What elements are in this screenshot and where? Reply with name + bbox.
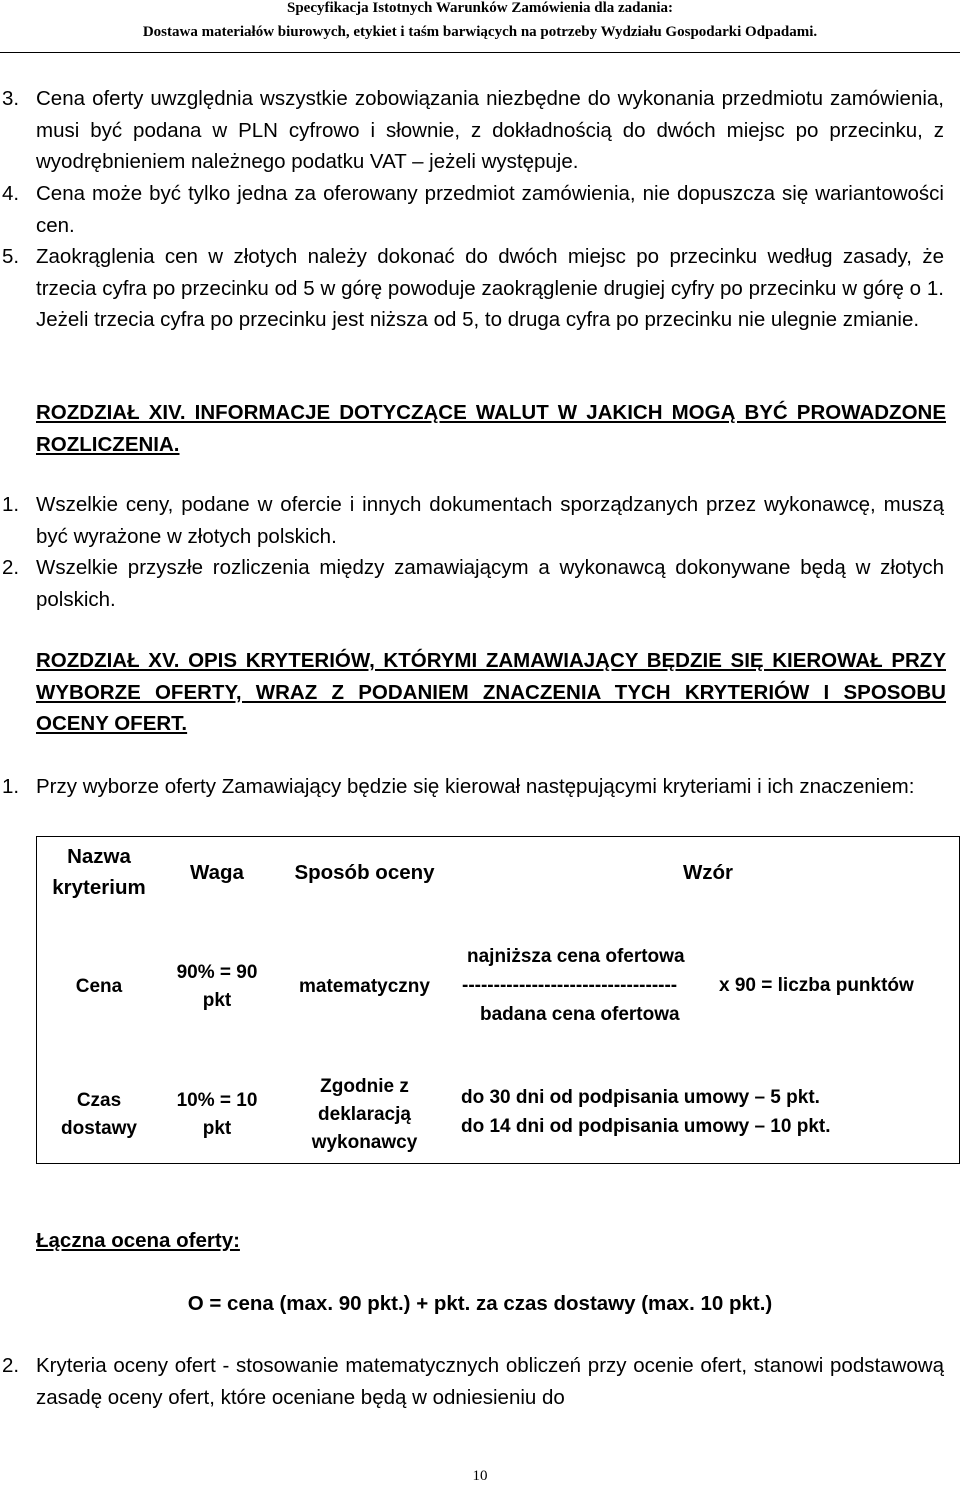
item-text: Kryteria oceny ofert - stosowanie matematycznych obliczeń przy ocenie ofert, stanowi podstawową zasadę oceny ofert, które oceniane będą w odniesieniu do	[36, 1354, 944, 1409]
item-number: 4.	[2, 182, 20, 205]
list-item	[2, 178, 944, 241]
table-header-name: Nazwa kryterium	[52, 845, 146, 899]
table-cell-name: Cena	[75, 976, 123, 997]
list-item	[2, 83, 944, 178]
item-number: 5.	[2, 245, 20, 268]
section-heading: ROZDZIAŁ XV. OPIS KRYTERIÓW, KTÓRYMI ZAMAWIAJĄCY BĘDZIE SIĘ KIEROWAŁ PRZY WYBORZE OFERTY, WRAZ Z PODANIEM ZNACZENIA TYCH KRYTERIÓW I SPOSOBU OCENY OFERT.	[36, 649, 946, 735]
document-header-subtitle: Dostawa materiałów biurowych, etykiet i taśm barwiących na potrzeby Wydziału Gospodarki Odpadami.	[142, 24, 818, 40]
item-text: Przy wyborze oferty Zamawiający będzie się kierował następującymi kryteriami i ich znaczeniem:	[36, 775, 915, 798]
item-text: Wszelkie ceny, podane w ofercie i innych dokumentach sporządzanych przez wykonawcę, muszą być wyrażone w złotych polskich.	[36, 493, 944, 548]
item-number: 2.	[2, 556, 20, 579]
item-text: Cena może być tylko jedna za oferowany przedmiot zamówienia, nie dopuszcza się wariantowości cen.	[36, 182, 944, 237]
item-number: 3.	[2, 87, 20, 110]
formula-fraction-line: ----------------------------------	[462, 975, 678, 996]
list-item	[2, 552, 944, 615]
table-cell-method: matematyczny	[299, 976, 430, 997]
table-header-formula: Wzór	[682, 860, 734, 884]
table-border	[36, 1163, 960, 1164]
delivery-option: do 30 dni od podpisania umowy – 5 pkt.	[461, 1087, 820, 1108]
item-text: Wszelkie przyszłe rozliczenia między zamawiającym a wykonawcą dokonywane będą w złotych polskich.	[36, 556, 944, 611]
page-number: 10	[472, 1468, 488, 1484]
item-number: 1.	[2, 493, 20, 516]
item-text: Cena oferty uwzględnia wszystkie zobowiązania niezbędne do wykonania przedmiotu zamówienia, musi być podana w PLN cyfrowo i słownie, z dokładnością do dwóch miejsc po przecinku, z wyodrębnieniem należnego podatku VAT – jeżeli występuje.	[36, 87, 944, 173]
table-cell-name: Czas dostawy	[60, 1089, 138, 1139]
item-number: 2.	[2, 1354, 20, 1377]
table-header-weight: Waga	[190, 860, 244, 884]
table-cell-method: Zgodnie z deklaracją wykonawcy	[311, 1075, 418, 1153]
section-heading: ROZDZIAŁ XIV. INFORMACJE DOTYCZĄCE WALUT W JAKICH MOGĄ BYĆ PROWADZONE ROZLICZENIA.	[36, 401, 946, 456]
list-item	[2, 1350, 944, 1413]
list-item	[2, 489, 944, 552]
item-text: Zaokrąglenia cen w złotych należy dokonać do dwóch miejsc po przecinku według zasady, że trzecia cyfra po przecinku od 5 w górę powoduje zaokrąglenie drugiej cyfry po przecinku w górę o 1. Jeżeli trzecia cyfra po przecinku jest niższa od 5, to druga cyfra po przecinku nie ulegnie zmianie.	[36, 245, 944, 331]
header-rule	[0, 52, 960, 53]
table-header-method: Sposób oceny	[294, 860, 435, 884]
document-header-title: Specyfikacja Istotnych Warunków Zamówienia dla zadania:	[286, 0, 673, 16]
formula-denominator: badana cena ofertowa	[480, 1004, 680, 1025]
formula-result: x 90 = liczba punktów	[719, 975, 914, 996]
formula-numerator: najniższa cena ofertowa	[467, 946, 685, 967]
list-item	[2, 241, 944, 336]
table-cell-weight: 90% = 90 pkt	[176, 962, 258, 1011]
total-heading: Łączna ocena oferty:	[36, 1229, 240, 1252]
item-number: 1.	[2, 775, 20, 798]
list-item	[2, 771, 944, 803]
delivery-option: do 14 dni od podpisania umowy – 10 pkt.	[461, 1116, 831, 1137]
total-formula: O = cena (max. 90 pkt.) + pkt. za czas dostawy (max. 10 pkt.)	[187, 1292, 773, 1315]
table-cell-weight: 10% = 10 pkt	[176, 1089, 258, 1139]
